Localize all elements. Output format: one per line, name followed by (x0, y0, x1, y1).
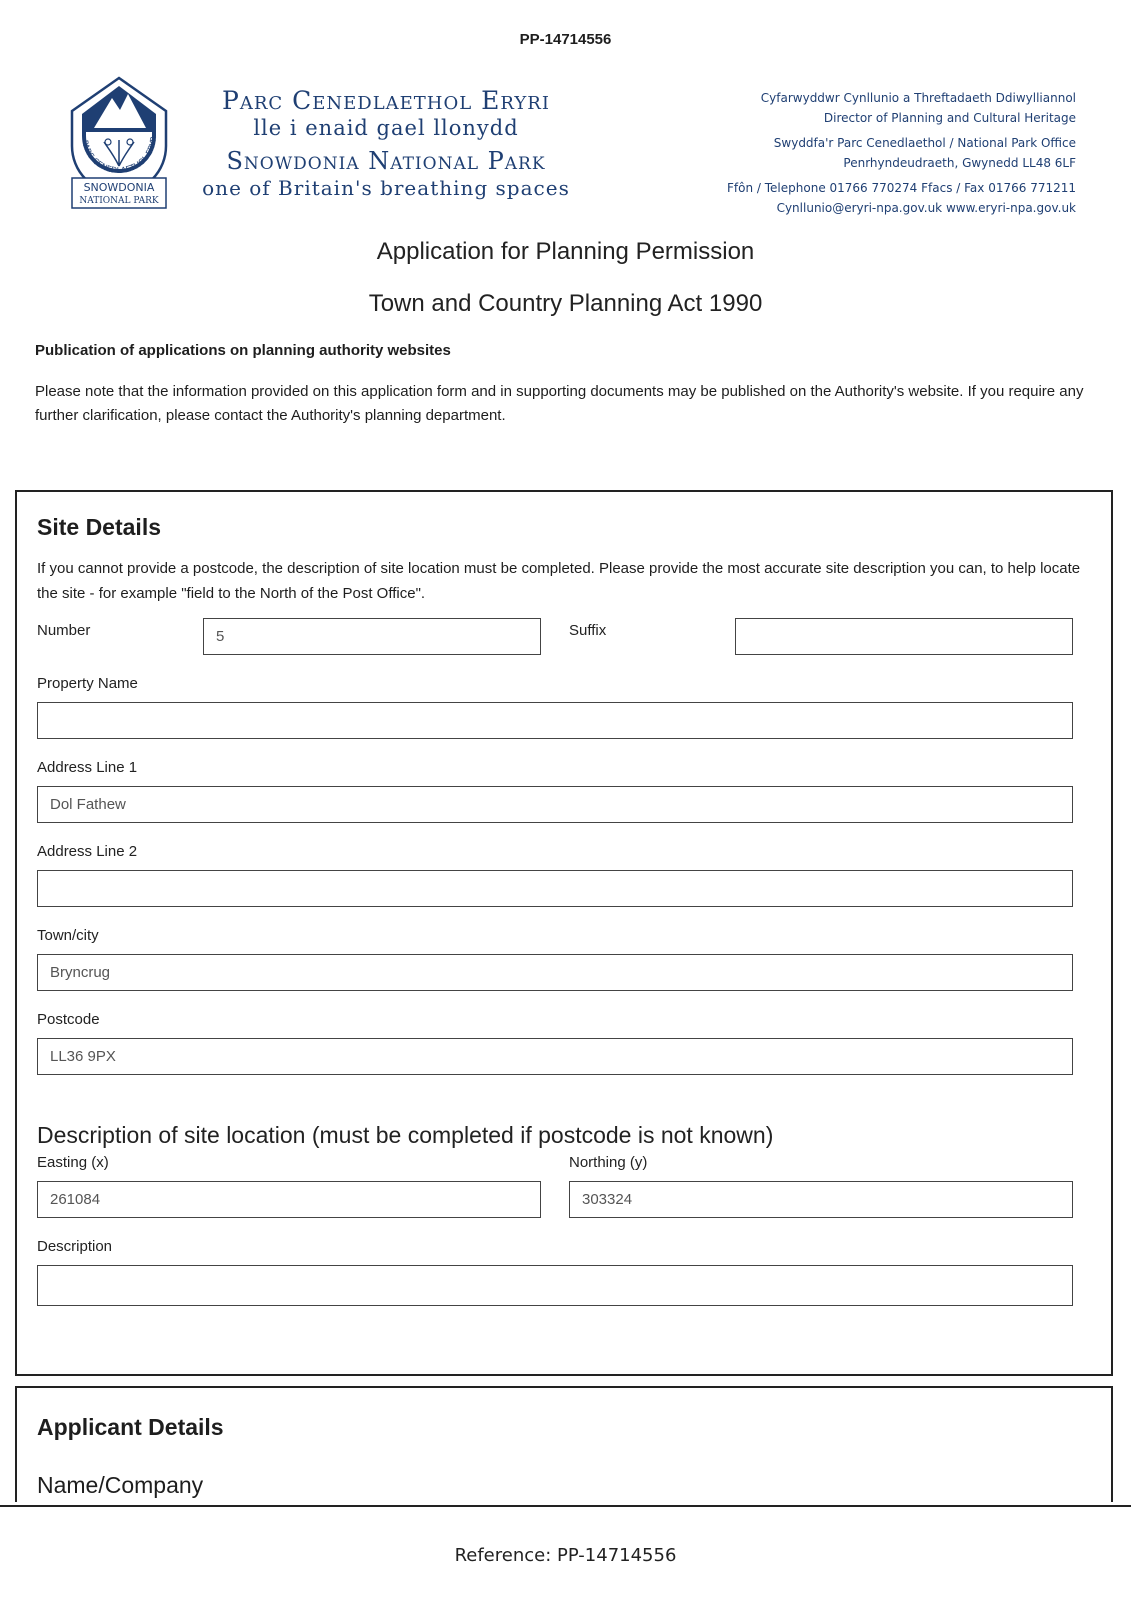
contact-details (696, 88, 1076, 218)
publication-heading: Publication of applications on planning authority websites (35, 342, 451, 359)
site-details-section (15, 490, 1113, 1376)
address-line-1-label: Address Line 1 (37, 759, 138, 776)
footer-reference: Reference: PP-14714556 (454, 1545, 677, 1566)
applicant-details-section (15, 1386, 1113, 1502)
easting-field[interactable]: 261084 (37, 1181, 541, 1218)
northing-field[interactable]: 303324 (569, 1181, 1073, 1218)
contact-line: Penrhyndeudraeth, Gwynedd LL48 6LF (843, 156, 1076, 170)
address-line-2-field[interactable] (37, 870, 1073, 907)
page-title: Application for Planning Permission (376, 238, 755, 265)
page-subtitle: Town and Country Planning Act 1990 (368, 290, 763, 317)
suffix-field[interactable] (735, 618, 1073, 655)
property-name-field[interactable] (37, 702, 1073, 739)
contact-line: Director of Planning and Cultural Heritage (823, 111, 1076, 125)
town-field[interactable]: Bryncrug (37, 954, 1073, 991)
site-location-heading: Description of site location (must be completed if postcode is not known) (37, 1122, 774, 1148)
contact-line: Ffôn / Telephone 01766 770274 Ffacs / Fax 01766 771211 (727, 181, 1076, 195)
org-tagline-welsh: lle i enaid gael llonydd (253, 116, 519, 140)
easting-label: Easting (x) (37, 1154, 109, 1171)
section-title: Site Details (37, 514, 161, 540)
contact-line: Cyfarwyddwr Cynllunio a Threftadaeth Ddiwylliannol (760, 91, 1076, 105)
logo-label-line2: NATIONAL PARK (79, 196, 159, 206)
section-note: If you cannot provide a postcode, the description of site location must be completed. Please provide the most accurate site description you can, to help locate the site - for example "field to the North of the Post Office". (37, 560, 1081, 602)
property-name-label: Property Name (37, 675, 138, 692)
snowdonia-logo (68, 76, 170, 212)
logo-ring-text: PARC CENEDLAETHOL ERYR (80, 135, 159, 176)
northing-label: Northing (y) (569, 1154, 648, 1171)
org-name-english: Snowdonia National Park (226, 147, 546, 176)
description-field[interactable] (37, 1265, 1073, 1306)
postcode-label: Postcode (37, 1011, 100, 1028)
postcode-field[interactable]: LL36 9PX (37, 1038, 1073, 1075)
contact-line: Swyddfa'r Parc Cenedlaethol / National Park Office (773, 136, 1076, 150)
reference-number-top: PP-14714556 (519, 31, 612, 48)
name-company-heading: Name/Company (37, 1472, 204, 1498)
address-line-1-field[interactable]: Dol Fathew (37, 786, 1073, 823)
publication-text: Please note that the information provided on this application form and in supporting documents may be published on the Authority's website. If you require any further clarification, please contact the Authority's planning department. (35, 383, 1084, 424)
contact-line: Cynllunio@eryri-npa.gov.uk www.eryri-npa.gov.uk (776, 201, 1076, 215)
section-title: Applicant Details (37, 1414, 224, 1440)
logo-label-line1: SNOWDONIA (83, 181, 155, 194)
org-tagline-english: one of Britain's breathing spaces (202, 175, 570, 200)
footer-divider (0, 1505, 1131, 1507)
address-line-2-label: Address Line 2 (37, 843, 138, 860)
number-label: Number (37, 622, 91, 639)
suffix-label: Suffix (569, 622, 607, 639)
org-name-welsh: Parc Cenedlaethol Eryri (222, 86, 550, 115)
number-field[interactable]: 5 (203, 618, 541, 655)
organisation-name (186, 86, 586, 200)
description-label: Description (37, 1238, 113, 1255)
town-label: Town/city (37, 927, 99, 944)
